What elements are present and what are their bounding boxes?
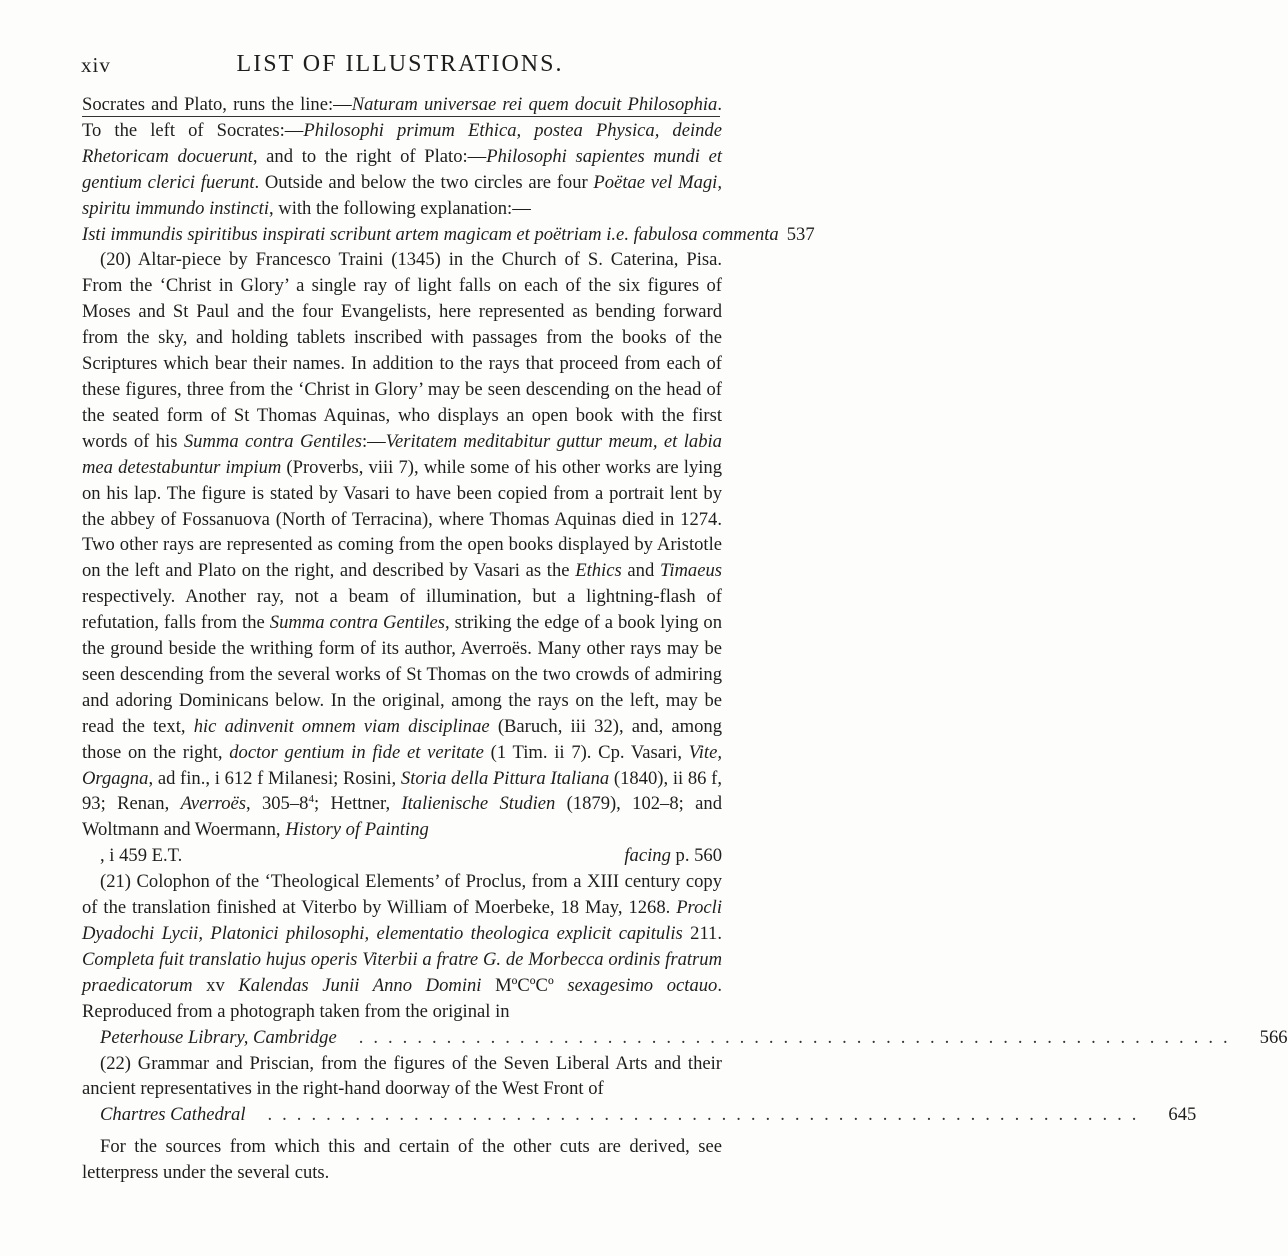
page-reference xyxy=(1150,1102,1196,1128)
page-number-ref: p. 560 xyxy=(675,845,722,867)
leader-line xyxy=(82,1025,1288,1051)
italic-text: Timaeus xyxy=(660,560,722,582)
italic-text: doctor gentium in fide et veritate xyxy=(229,741,484,763)
italic-text: sexagesimo octauo xyxy=(567,974,718,996)
text-run: , with the following explanation:— xyxy=(268,197,531,219)
text-run: . Reproduced from a photograph taken from the original in xyxy=(82,974,722,1022)
italic-text: Procli Dyadochi Lycii, Platonici philosophi, elementatio theologica explicit capitulis xyxy=(82,897,722,944)
text-run: , striking the edge of a book lying on the ground beside the writhing form of its author, Averroës. Many other rays may be seen descending from the several works of St Thomas on the two crowds of admiring and adoring Dominicans below. In the original, among the rays on the left, may be read the text, xyxy=(82,612,722,737)
italic-text: Chartres Cathedral xyxy=(100,1104,246,1126)
italic-text: Storia della Pittura Italiana xyxy=(400,767,610,789)
italic-text: Summa contra Gentiles xyxy=(183,430,362,452)
text-run: Socrates and Plato, runs the line:— xyxy=(82,94,352,115)
dot-leader: ............................................................ xyxy=(267,1104,1147,1126)
italic-text: Poëtae vel Magi, spiritu immundo instincti xyxy=(82,171,722,219)
text-run: and xyxy=(621,560,660,582)
text-run: 4 xyxy=(308,793,314,806)
italic-text: Completa fuit translatio hujus operis Viterbii a fratre G. de Morbecca ordinis fratrum praedicatorum xyxy=(82,948,722,996)
text-run: xv xyxy=(192,974,239,996)
text-run: MºCºCº xyxy=(481,974,568,996)
dot-leader: ............................................................ xyxy=(358,1026,1238,1048)
body-text xyxy=(82,92,1288,1186)
text-run: (Proverbs, viii 7), while some of his other works are lying on his lap. The figure is stated by Vasari to have been copied from a portrait lent by the abbey of Fossanuova (North of Terracina), where Thomas Aquinas died in 1274. Two other rays are represented as coming from the open books displayed by Aristotle on the left and Plato on the right, and described by Vasari as the xyxy=(82,456,723,582)
text-run: 211. xyxy=(682,923,723,944)
leader-line xyxy=(82,1102,1197,1128)
italic-text: Naturam universae rei quem docuit Philosophia xyxy=(351,94,718,115)
italic-text: Ethics xyxy=(575,560,622,582)
italic-text: Isti immundis spiritibus inspirati scribunt artem magicam et poëtriam i.e. fabulosa commenta xyxy=(82,223,779,245)
italic-text: Summa contra Gentiles xyxy=(269,612,446,634)
italic-text: Philosophi sapientes mundi et gentium clerici fuerunt xyxy=(82,145,723,193)
text-run: (21) Colophon of the ‘Theological Elements’ of Proclus, from a XIII century copy of the translation finished at Viterbo by William of Moerbeke, 18 May, 1268. xyxy=(82,871,722,919)
text-run: , 305–8 xyxy=(245,793,309,815)
page-number-ref: 645 xyxy=(1168,1104,1197,1126)
page-header xyxy=(0,42,800,82)
italic-text: Veritatem meditabitur guttur meum, et labia mea detestabuntur impium xyxy=(82,430,722,478)
leader-line xyxy=(82,222,815,248)
italic-text: Vite, Orgagna xyxy=(82,741,722,789)
text-run: . To the left of Socrates:— xyxy=(82,94,722,141)
page-number-ref: 537 xyxy=(786,223,815,245)
italic-text: Kalendas Junii Anno Domini xyxy=(238,974,482,996)
italic-text: Peterhouse Library, Cambridge xyxy=(100,1026,337,1048)
text-run: ; Hettner, xyxy=(313,793,402,815)
page-reference xyxy=(606,843,722,869)
running-title: LIST OF ILLUSTRATIONS. xyxy=(236,51,564,77)
facing-label: facing xyxy=(624,845,676,867)
sources-note: For the sources from which this and certain of the other cuts are derived, see letterpress under the several cuts. xyxy=(82,1136,722,1184)
text-run: , and to the right of Plato:— xyxy=(252,145,487,167)
text-run: (1879), 102–8; and Woltmann and Woermann, xyxy=(82,793,722,841)
text-run: :— xyxy=(361,430,386,452)
italic-text: Italienische Studien xyxy=(401,793,556,815)
leader-line xyxy=(82,843,722,869)
text-run: respectively. Another ray, not a beam of illumination, but a lightning-flash of refutation, falls from the xyxy=(82,586,722,634)
text-run: . Outside and below the two circles are four xyxy=(254,171,594,193)
page-reference xyxy=(1242,1025,1288,1051)
illustration-entry-19-continued xyxy=(82,92,815,247)
text-run: (1840), ii 86 f, 93; Renan, xyxy=(82,767,722,815)
page-number: xiv xyxy=(81,53,111,77)
page-number-ref: 566 xyxy=(1259,1026,1288,1048)
illustration-entry-21 xyxy=(82,869,1288,1050)
page-reference xyxy=(787,222,815,248)
text-run: (22) Grammar and Priscian, from the figures of the Seven Liberal Arts and their ancient representatives in the right-hand doorway of the West Front of xyxy=(82,1052,722,1100)
illustration-entry-20 xyxy=(82,247,722,869)
italic-text: hic adinvenit omnem viam disciplinae xyxy=(193,715,490,737)
italic-text: History of Painting xyxy=(285,819,429,841)
text-run: (Baruch, iii 32), and, among those on the right, xyxy=(82,715,723,763)
text-run: , i 459 E.T. xyxy=(100,845,183,867)
text-run: (20) Altar-piece by Francesco Traini (1345) in the Church of S. Caterina, Pisa. From the ‘Christ in Glory’ a single ray of light falls on each of the six figures of Moses and St Paul and the four Evangelists, here represented as bending forward from the sky, and holding tablets inscribed with passages from the books of the Scriptures which bear their names. In addition to the rays that proceed from each of these figures, three from the ‘Christ in Glory’ may be seen descending on the head of the seated form of St Thomas Aquinas, who displays an open book with the first words of his xyxy=(82,249,722,452)
illustration-entry-22 xyxy=(82,1051,1197,1129)
italic-text: Averroës xyxy=(180,793,246,815)
italic-text: Philosophi primum Ethica, postea Physica, deinde Rhetoricam docuerunt xyxy=(82,119,722,167)
text-run: , ad fin., i 612 f Milanesi; Rosini, xyxy=(148,767,401,789)
text-run: (1 Tim. ii 7). Cp. Vasari, xyxy=(483,741,689,763)
